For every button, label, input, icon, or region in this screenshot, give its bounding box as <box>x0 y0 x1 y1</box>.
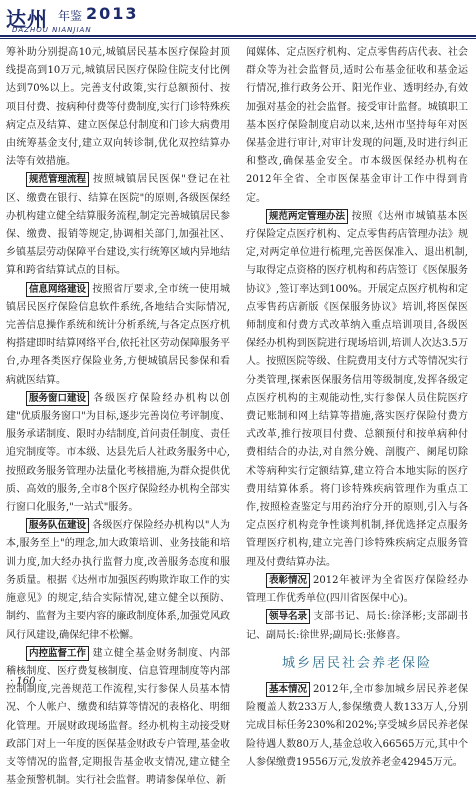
logo-title: 达州 <box>6 7 48 31</box>
paragraph: 闻媒体、定点医疗机构、定点零售药店代表、社会群众等为社会监督员,适时公布基金征收和基金运行情况,推行政务公开、阳光作业、透明经办,有效加强对基金的社会监督。接受审计监督。城镇职工基本医疗保险制度启动以来,达州市坚持每年对医保基金进行审计,对审计发现的问题,及时进行纠正和整改,确保基金安全。市本级医保经办机构在2012年全省、全市医保基金审计工作中得到肯定。 <box>246 47 468 204</box>
logo-pinyin: DAZHOU NIANJIAN <box>12 26 92 34</box>
paragraph <box>6 390 230 517</box>
paragraph-text: 各级医疗保险经办机构以创建"优质服务窗口"为目标,逐步完善岗位考评制度、服务承诺制度、限时办结制度,首问责任制度、责任追究制度等。市本级、达县先后人社政务服务中心,按照政务服务管理办法量化考核措施,为群众提供优质、高效的服务,全市8个医疗保险经办机构全部实行窗口化服务,"一站式"服务。 <box>6 392 230 514</box>
right-column <box>246 44 468 768</box>
page-header <box>0 0 476 40</box>
section-label: 服务队伍建设 <box>26 518 89 533</box>
section-label: 规范管理流程 <box>26 172 89 187</box>
paragraph <box>6 517 230 644</box>
section-label: 内控监督工作 <box>26 646 89 661</box>
section-label: 领导名录 <box>266 609 310 624</box>
paragraph-text: 2012年被评为全省医疗保险经办管理工作优秀单位(四川省医保中心)。 <box>246 574 468 605</box>
paragraph <box>6 171 230 280</box>
paragraph-text: 按照省厅要求,全市统一使用城镇居民医疗保险信息软件系统,各地结合实际情况,完善信息操作系统和统计分析系统,与各定点医疗机构搭建即时结算网络平台,依托社区劳动保障服务平台,办理各类医疗保险业务,方便城镇居民参保和看病就医结算。 <box>6 283 230 386</box>
paragraph-text: 2012年,全市参加城乡居民养老保险覆盖人数233万人,参保缴费人数133万人,分别完成目标任务230%和202%;享受城乡居民养老保险待遇人数80万人,基金总收入66565万元,其中个人参保缴费19556万元,发放养老金42945万元。 <box>246 683 468 768</box>
paragraph-text: 建立健全基金财务制度、内部稽核制度、医疗费复核制度、信息管理制度等内部控制制度,完善规范工作流程,实行参保人员基本情况、个人帐户、缴费和结算等情况的表格化、明细化管理。开展财政现场监督。经办机构主动接受财政部门对上一年度的医保基金财政专户管理,基金收支等情况的监督,定期报告基金收支情况,建立健全基金预警机制。实行社会监督。聘请参保单位、新 <box>6 647 230 787</box>
paragraph-text: 按照城镇居民医保"登记在社区、缴费在银行、结算在医院"的原则,各级医保经办机构建立健全结算服务流程,制定完善城镇居民参保、缴费、报销等规定,协调相关部门,加强社区、乡镇基层劳动保障平台建设,实行统筹区域内异地结算和跨省结算试点的目标。 <box>6 174 230 277</box>
paragraph <box>246 608 468 644</box>
page-number: · 160 · <box>10 676 42 687</box>
section-label: 表彰情况 <box>266 573 310 588</box>
section-label: 规范两定管理办法 <box>266 209 348 224</box>
header-divider-thin <box>0 38 476 39</box>
paragraph-text: 按照《达州市城镇基本医疗保险定点医疗机构、定点零售药店管理办法》规定,对两定单位进行梳理,完善医保准入、退出机制,与取得定点资格的医疗机构和药店签订《医保服务协议》,签订率达到100%。开展定点医疗机构和定点零售药店新版《医保服务协议》培训,将医保医师制度和付费方式改革纳入重点培训项目,各级医保经办机构到医院进行现场培训,培训人次达3.5万人。按照医院等级、住院费用支付方式等情况实行分类管理,探索医保服务信用等级制度,发挥各级定点医疗机构的主观能动性,实行参保人员住院医疗费记账制和网上结算等措施,落实医疗保险付费方式改革,推行按项目付费、总额预付和按单病种付费相结合的办法,对自然分娩、剖腹产、阑尾切除术等病种实行定额结算,建立符合本地实际的医疗费用结算体系。将门诊特殊疾病管理作为重点工作,按照检查鉴定与用药治疗分开的原则,引入与各定点医疗机构竞争性谈判机制,择优选择定点服务管理医疗机构,建立完善门诊特殊疾病定点服务管理及付费结算办法。 <box>246 210 468 568</box>
section-label: 服务窗口建设 <box>26 391 89 406</box>
section-heading: 城乡居民社会养老保险 <box>281 655 432 671</box>
paragraph <box>246 208 468 572</box>
logo-year: 2013 <box>86 4 139 23</box>
paragraph-text: 支部书记、局长:徐泽彬;支部副书记、副局长:徐世界;副局长:张修喜。 <box>246 611 468 641</box>
paragraph <box>6 281 230 390</box>
header-divider <box>0 35 476 37</box>
paragraph-text: 各级医疗保险经办机构以"人为本,服务至上"的理念,加大政策培训、业务技能和培训力度,加大经办执行监督力度,改善服务态度和服务质量。根据《达州市加强医药购欺诈取工作的实施意见》的规定,结合实际情况,建立健全以预防、制约、监督为主要内容的廉政制度体系,加强党风政风行风建设,确保纪律不松懈。 <box>6 520 230 641</box>
paragraph <box>246 681 468 772</box>
paragraph <box>6 645 230 790</box>
section-label: 基本情况 <box>266 682 310 697</box>
logo-subtitle: 年鉴 <box>58 9 83 23</box>
paragraph <box>246 572 468 608</box>
section-label: 信息网络建设 <box>26 282 89 297</box>
paragraph: 筹补助分别提高10元,城镇居民基本医疗保险封顶线提高到10万元,城镇居民医疗保险住院支付比例达到70%以上。完善支付政策,实行总额预付、按项目付费、按病种付费等付费制度,实行门诊特殊疾病定点及结算、建立医保总付制度和门诊大病费用由统筹基金支付,建立双向转诊制,优化双控结算办法等有效措施。 <box>6 47 230 168</box>
